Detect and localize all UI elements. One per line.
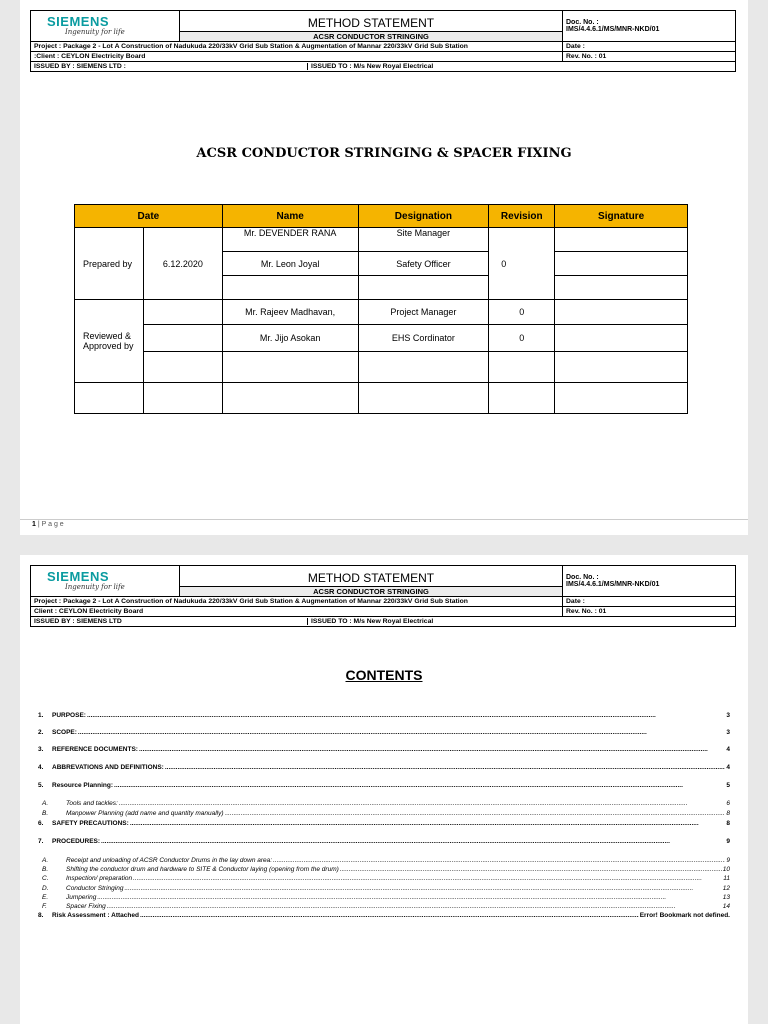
toc-entry[interactable]: E. Jumpering ..... 13 xyxy=(38,894,730,901)
toc-entry[interactable]: 5. Resource Planning: ..... 5 xyxy=(38,782,730,789)
toc-entry[interactable]: 7. PROCEDURES: ..... 9 xyxy=(38,838,730,845)
signature-cell xyxy=(555,300,688,325)
signature-cell xyxy=(555,325,688,352)
signature-cell xyxy=(555,228,688,252)
logo-cell xyxy=(31,11,180,42)
prepared-date: 6.12.2020 xyxy=(143,228,222,300)
col-designation: Designation xyxy=(358,205,489,228)
toc-entry[interactable]: A. Receipt and unloading of ACSR Conductor Drums in the lay down area: ..... 9 xyxy=(38,857,730,864)
signature-cell xyxy=(555,276,688,300)
contents-title: CONTENTS xyxy=(345,667,423,683)
toc-entry[interactable]: 6. SAFETY PRECAUTIONS: ..... 8 xyxy=(38,820,730,827)
col-revision: Revision xyxy=(489,205,555,228)
toc-entry[interactable]: F. Spacer Fixing ..... 14 xyxy=(38,903,730,910)
client-line: Client : CEYLON Electricity Board xyxy=(31,607,563,617)
toc-entry[interactable]: 2. SCOPE: ..... 3 xyxy=(38,729,730,736)
logo-cell xyxy=(31,566,180,597)
signature-cell xyxy=(555,383,688,414)
project-line: Project : Package 2 - Lot A Construction of Nadukuda 220/33kV Grid Sub Station & Augmentation of Mannar 220/33kV Grid Sub Station xyxy=(31,597,563,607)
issued-by: ISSUED BY : SIEMENS LTD xyxy=(31,618,308,625)
page-number: 1 | P a g e xyxy=(32,521,64,528)
signature-table xyxy=(74,204,688,414)
signature-cell xyxy=(555,352,688,383)
signature-cell xyxy=(555,252,688,276)
page-1 xyxy=(20,0,748,535)
document-header xyxy=(30,10,736,72)
toc-entry[interactable]: 1. PURPOSE: ..... 3 xyxy=(38,712,730,719)
toc-entry[interactable]: 8. Risk Assessment : Attached ..... Error! Bookmark not defined. xyxy=(38,912,730,919)
page-2 xyxy=(20,555,748,1024)
doc-number: Doc. No. : IMS/4.4.6.1/MS/MNR-NKD/01 xyxy=(563,566,736,597)
reviewed-name-1: Mr. Rajeev Madhavan, xyxy=(222,300,358,325)
issued-by: ISSUED BY : SIEMENS LTD : xyxy=(31,63,308,70)
prepared-revision: 0 xyxy=(489,228,555,300)
toc-entry[interactable]: B. Shifting the conductor drum and hardware to SITE & Conductor laying (opening from the drum) ..... 10 xyxy=(38,866,730,873)
toc-entry[interactable]: C. Inspection/ preparation ..... 11 xyxy=(38,875,730,882)
doc-number: Doc. No. : IMS/4.4.6.1/MS/MNR-NKD/01 xyxy=(563,11,736,42)
reviewed-revision-2: 0 xyxy=(489,325,555,352)
date-field: Date : xyxy=(563,597,736,607)
toc-entry[interactable]: D. Conductor Stringing ..... 12 xyxy=(38,885,730,892)
method-statement-subtitle: ACSR CONDUCTOR STRINGING xyxy=(180,32,563,42)
logo-tagline: Ingenuity for life xyxy=(65,583,125,591)
rev-field: Rev. No. : 01 xyxy=(563,607,736,617)
method-statement-subtitle: ACSR CONDUCTOR STRINGING xyxy=(180,587,563,597)
prepared-designation-2: Safety Officer xyxy=(358,252,489,276)
footer-divider xyxy=(20,519,748,520)
issued-to: ISSUED TO : M/s New Royal Electrical xyxy=(311,63,434,70)
toc-entry[interactable]: 4. ABBREVATIONS AND DEFINITIONS: ..... 4 xyxy=(38,764,730,771)
toc-entry[interactable]: B. Manpower Planning (add name and quantity manually) ..... 8 xyxy=(38,810,730,817)
prepared-by-label: Prepared by xyxy=(75,228,144,300)
toc-entry[interactable]: 3. REFERENCE DOCUMENTS: ..... 4 xyxy=(38,746,730,753)
prepared-name-1: Mr. DEVENDER RANA xyxy=(222,228,358,252)
document-title: ACSR CONDUCTOR STRINGING & SPACER FIXING xyxy=(196,146,572,161)
document-header xyxy=(30,565,736,627)
issued-to: ISSUED TO : M/s New Royal Electrical xyxy=(311,618,434,625)
prepared-designation-1: Site Manager xyxy=(358,228,489,252)
logo-tagline: Ingenuity for life xyxy=(65,28,125,36)
col-signature: Signature xyxy=(555,205,688,228)
col-date: Date xyxy=(75,205,223,228)
reviewed-designation-2: EHS Cordinator xyxy=(358,325,489,352)
method-statement-title: METHOD STATEMENT xyxy=(180,566,563,587)
col-name: Name xyxy=(222,205,358,228)
reviewed-designation-1: Project Manager xyxy=(358,300,489,325)
prepared-name-2: Mr. Leon Joyal xyxy=(222,252,358,276)
date-field: Date : xyxy=(563,42,736,52)
siemens-logo: SIEMENS xyxy=(47,14,110,29)
reviewed-revision-1: 0 xyxy=(489,300,555,325)
method-statement-title: METHOD STATEMENT xyxy=(180,11,563,32)
client-line: :Client : CEYLON Electricity Board xyxy=(31,52,563,62)
project-line: Project : Package 2 - Lot A Construction of Nadukuda 220/33kV Grid Sub Station & Augmentation of Mannar 220/33kV Grid Sub Station xyxy=(31,42,563,52)
reviewed-by-label: Reviewed & Approved by xyxy=(75,300,144,383)
siemens-logo: SIEMENS xyxy=(47,569,110,584)
toc-entry[interactable]: A. Tools and tackles: ..... 6 xyxy=(38,800,730,807)
rev-field: Rev. No. : 01 xyxy=(563,52,736,62)
reviewed-name-2: Mr. Jijo Asokan xyxy=(222,325,358,352)
